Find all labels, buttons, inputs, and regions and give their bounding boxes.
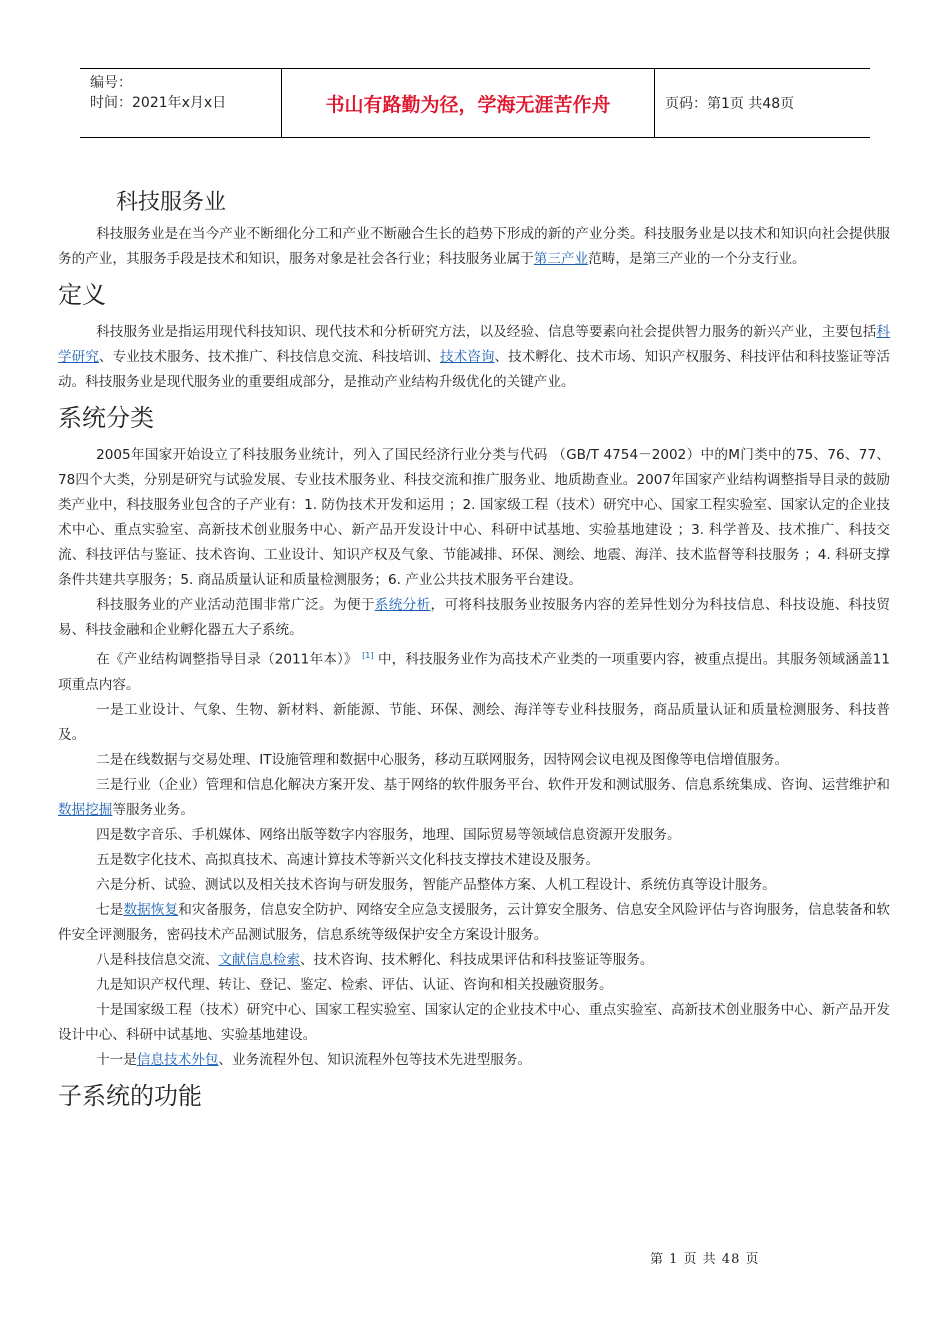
list-item-6: 六是分析、试验、测试以及相关技术咨询与研发服务，智能产品整体方案、人机工程设计、系统仿真等设计服务。 <box>96 876 776 893</box>
intro-paragraph: 科技服务业是在当今产业不断细化分工和产业不断融合生长的趋势下形成的新的产业分类。科技服务业是以技术和知识向社会提供服务的产业，其服务手段是技术和知识，服务对象是社会各行业；科技服务业属于第三产业范畴，是第三产业的一个分支行业。 <box>58 226 890 267</box>
section-heading-functions: 子系统的功能 <box>58 1081 202 1110</box>
list-item-7: 七是数据恢复和灾备服务，信息安全防护、网络安全应急支援服务，云计算安全服务、信息安全风险评估与咨询服务，信息装备和软件安全评测服务，密码技术产品测试服务，信息系统等级保护安全方案设计服务。 <box>58 901 891 943</box>
link-literature-retrieval[interactable]: 文献信息检索 <box>218 951 300 968</box>
classification-paragraph-3: 在《产业结构调整指导目录（2011年本）》 [1] 中，科技服务业作为高技术产业类的一项重要内容，被重点提出。其服务领域涵盖11项重点内容。 <box>58 651 890 693</box>
link-technical-consulting[interactable]: 技术咨询 <box>439 349 495 365</box>
section-heading-classification: 系统分类 <box>58 404 154 432</box>
document-title: 科技服务业 <box>116 190 227 215</box>
header-motto: 书山有路勤为径，学海无涯苦作舟 <box>282 69 655 137</box>
list-item-8: 八是科技信息交流、文献信息检索、技术咨询、技术孵化、科技成果评估和科技鉴证等服务。 <box>96 951 654 968</box>
time-label: 时间：2021年x月x日 <box>90 95 227 111</box>
link-system-analysis[interactable]: 系统分析 <box>374 597 431 613</box>
classification-paragraph-2: 科技服务业的产业活动范围非常广泛。为便于系统分析，可将科技服务业按服务内容的差异性划分为科技信息、科技设施、科技贸易、科技金融和企业孵化器五大子系统。 <box>58 597 891 638</box>
link-tertiary-industry[interactable]: 第三产业 <box>533 251 589 267</box>
footnote-ref[interactable]: [1] <box>362 651 374 660</box>
header-meta <box>80 69 282 137</box>
link-scientific-research[interactable]: 科学研究 <box>58 324 890 365</box>
list-item-4: 四是数字音乐、手机媒体、网络出版等数字内容服务，地理、国际贸易等领域信息资源开发服务。 <box>96 826 681 843</box>
list-item-9: 九是知识产权代理、转让、登记、鉴定、检索、评估、认证、咨询和相关投融资服务。 <box>96 976 613 993</box>
definition-paragraph: 科技服务业是指运用现代科技知识、现代技术和分析研究方法，以及经验、信息等要素向社会提供智力服务的新兴产业，主要包括科学研究、专业技术服务、技术推广、科技信息交流、科技培训、技术咨询、技术孵化、技术市场、知识产权服务、科技评估和科技鉴证等活动。科技服务业是现代服务业的重要组成部分，是推动产业结构升级优化的关键产业。 <box>58 324 891 390</box>
page-footer: 第 1 页 共 48 页 <box>650 1252 760 1267</box>
page-header <box>80 68 870 138</box>
header-page-info: 页码：第1页 共48页 <box>665 96 795 112</box>
number-label: 编号： <box>90 75 132 91</box>
list-item-10: 十是国家级工程（技术）研究中心、国家工程实验室、国家认定的企业技术中心、重点实验室、高新技术创业服务中心、新产品开发设计中心、科研中试基地、实验基地建设。 <box>58 1001 890 1043</box>
list-item-5: 五是数字化技术、高拟真技术、高速计算技术等新兴文化科技支撑技术建设及服务。 <box>96 851 600 868</box>
list-item-3: 三是行业（企业）管理和信息化解决方案开发、基于网络的软件服务平台、软件开发和测试服务、信息系统集成、咨询、运营维护和数据挖掘等服务业务。 <box>58 776 890 818</box>
link-data-mining[interactable]: 数据挖掘 <box>58 801 113 818</box>
classification-paragraph-1: 2005年国家开始设立了科技服务业统计，列入了国民经济行业分类与代码 （GB/T 4754－2002）中的M门类中的75、76、77、78四个大类，分别是研究与试验发展、专业技术服务业、科技交流和推广服务业、地质勘查业。2007年国家产业结构调整指导目录的鼓励类产业中，科技服务业包含的子产业有：1. 防伪技术开发和运用 ；2. 国家级工程（技术）研究中心、国家工程实验室、国家认定的企业技术中心、重点实验室、高新技术创业服务中心、新产品开发设计中心、科研中试基地、实验基地建设 ；3. 科学普及、技术推广、科技交流、科技评估与鉴证、技术咨询、工业设计、知识产权及气象、节能减排、环保、测绘、地震、海洋、技术监督等科技服务 ；4. 科研支撑条件共建共享服务；5. 商品质量认证和质量检测服务；6. 产业公共技术服务平台建设。 <box>58 447 890 588</box>
link-data-recovery[interactable]: 数据恢复 <box>123 901 179 918</box>
document-body <box>58 188 890 1121</box>
link-it-outsourcing[interactable]: 信息技术外包 <box>136 1051 219 1068</box>
list-item-11: 十一是信息技术外包、业务流程外包、知识流程外包等技术先进型服务。 <box>96 1051 532 1068</box>
list-item-1: 一是工业设计、气象、生物、新材料、新能源、节能、环保、测绘、海洋等专业科技服务，商品质量认证和质量检测服务、科技普及。 <box>58 701 890 743</box>
section-heading-definition: 定义 <box>58 281 106 309</box>
list-item-2: 二是在线数据与交易处理、IT设施管理和数据中心服务，移动互联网服务，因特网会议电视及图像等电信增值服务。 <box>96 751 789 768</box>
